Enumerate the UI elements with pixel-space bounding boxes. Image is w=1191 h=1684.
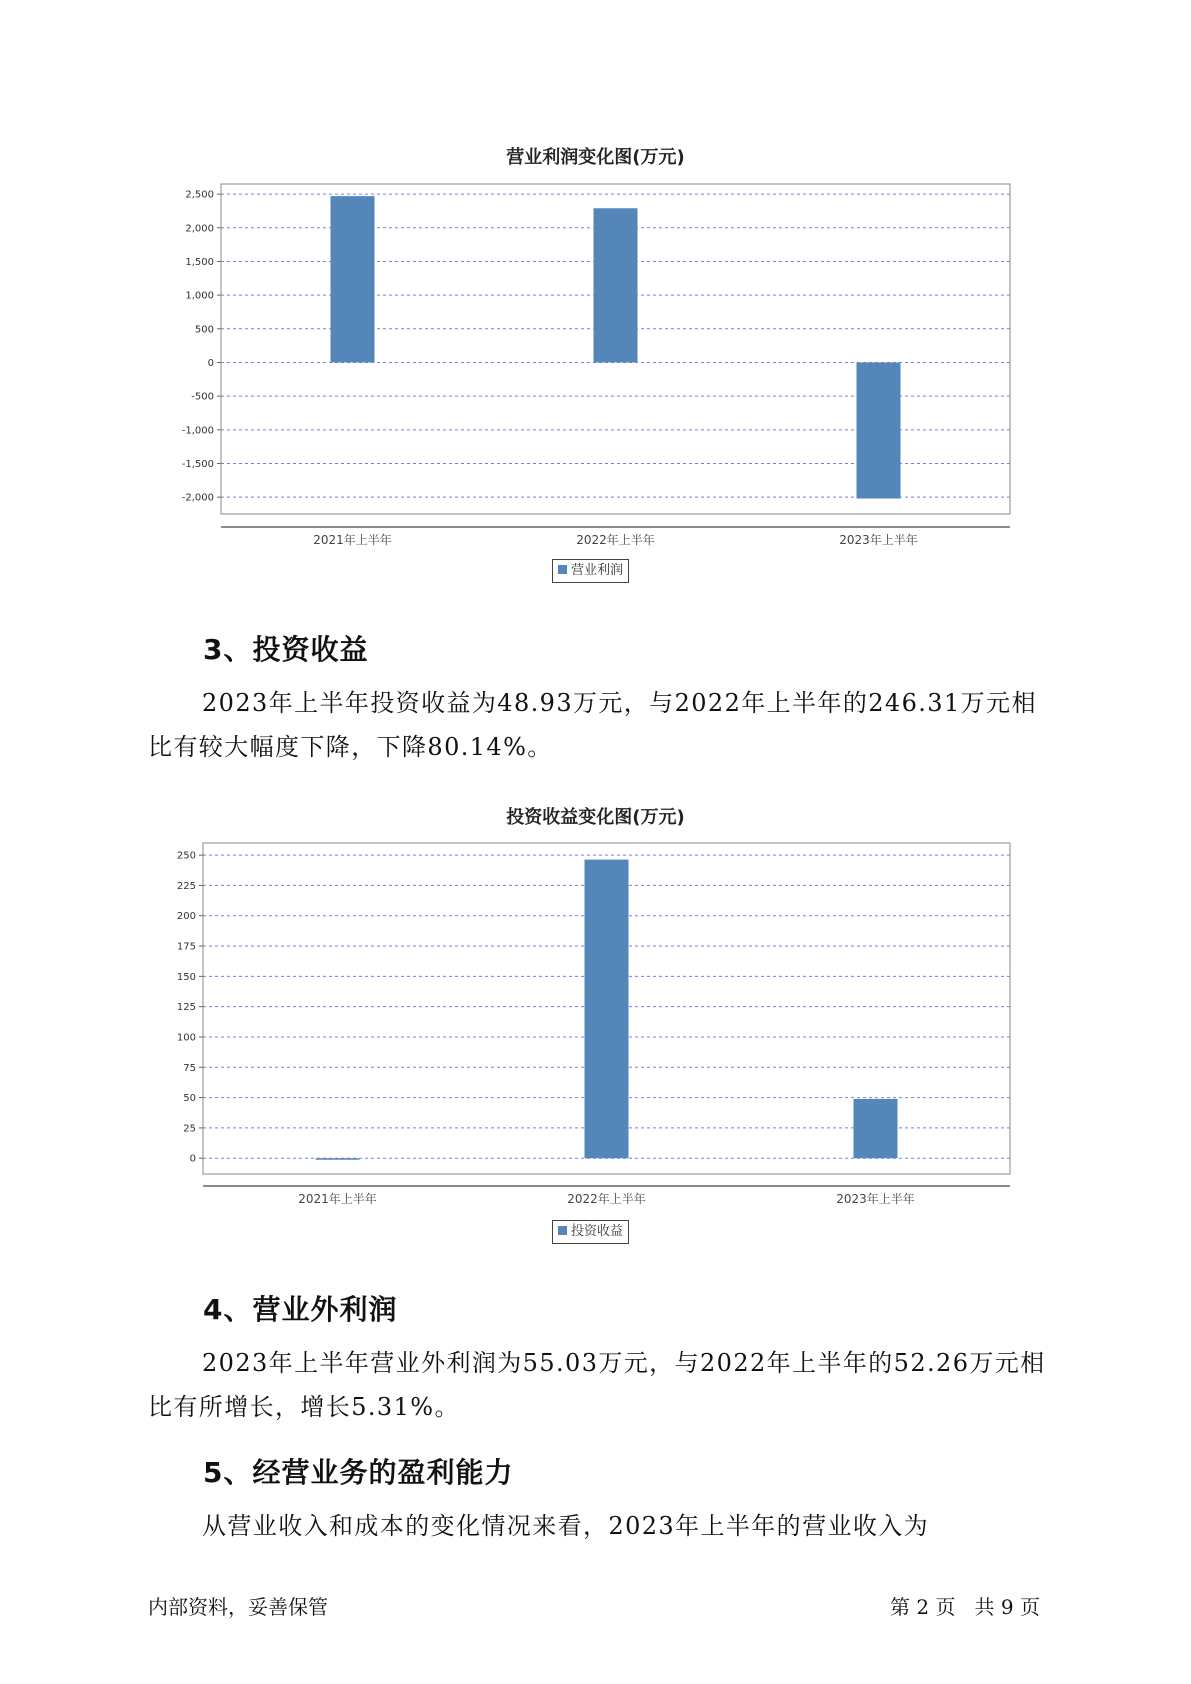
legend-swatch xyxy=(558,1226,567,1235)
paragraph-text: 从营业收入和成本的变化情况来看，2023年上半年的营业收入为 xyxy=(202,1512,930,1540)
y-tick-label: 500 xyxy=(194,324,214,336)
section-paragraph-non-operating-profit xyxy=(148,1341,1048,1429)
paragraph-text: 2023年上半年营业外利润为55.03万元，与2022年上半年的52.26万元相比有所增长，增长5.31%。 xyxy=(148,1349,1046,1421)
y-tick-label: 50 xyxy=(183,1093,196,1105)
x-category-label: 2021年上半年 xyxy=(298,1192,377,1206)
bar xyxy=(854,1099,898,1158)
paragraph-text: 2023年上半年投资收益为48.93万元，与2022年上半年的246.31万元相比有较大幅度下降，下降80.14%。 xyxy=(148,689,1037,761)
section-heading-non-operating-profit: 4、营业外利润 xyxy=(203,1293,398,1326)
y-tick-label: 2,500 xyxy=(185,189,214,201)
y-tick-label: 100 xyxy=(176,1032,196,1044)
y-tick-label: 150 xyxy=(176,971,196,983)
footer-confidential-note: 内部资料，妥善保管 xyxy=(148,1595,328,1619)
bar xyxy=(316,1158,360,1160)
y-tick-label: 2,000 xyxy=(185,223,214,235)
y-tick-label: -1,000 xyxy=(181,425,214,437)
y-tick-label: 1,500 xyxy=(185,256,214,268)
x-category-label: 2022年上半年 xyxy=(576,533,655,547)
chart-title-investment-income: 投资收益变化图(万元) xyxy=(506,807,685,828)
chart-legend-investment-income xyxy=(552,1220,629,1244)
y-tick-label: 25 xyxy=(183,1123,196,1135)
y-tick-label: 200 xyxy=(176,911,196,923)
y-tick-label: 0 xyxy=(207,357,214,369)
y-tick-label: 225 xyxy=(176,880,196,892)
y-tick-label: -2,000 xyxy=(181,492,214,504)
x-category-label: 2021年上半年 xyxy=(313,533,392,547)
section-paragraph-profitability xyxy=(148,1504,1048,1548)
y-tick-label: -500 xyxy=(191,391,214,403)
legend-label: 投资收益 xyxy=(571,1224,624,1239)
bar xyxy=(585,860,629,1159)
section-heading-profitability: 5、经营业务的盈利能力 xyxy=(203,1456,514,1489)
x-category-label: 2023年上半年 xyxy=(839,533,918,547)
y-tick-label: 0 xyxy=(189,1153,196,1165)
y-tick-label: -1,500 xyxy=(181,458,214,470)
footer-page-number: 第 2 页 共 9 页 xyxy=(890,1595,1040,1619)
x-category-label: 2022年上半年 xyxy=(567,1192,646,1206)
x-category-label: 2023年上半年 xyxy=(836,1192,915,1206)
y-tick-label: 75 xyxy=(183,1062,196,1074)
y-tick-label: 125 xyxy=(176,1002,196,1014)
y-tick-label: 1,000 xyxy=(185,290,214,302)
y-tick-label: 175 xyxy=(176,941,196,953)
chart-title-operating-profit: 营业利润变化图(万元) xyxy=(506,147,685,168)
y-tick-label: 250 xyxy=(176,850,196,862)
legend-label: 营业利润 xyxy=(571,563,624,578)
section-heading-investment-income: 3、投资收益 xyxy=(203,633,369,666)
